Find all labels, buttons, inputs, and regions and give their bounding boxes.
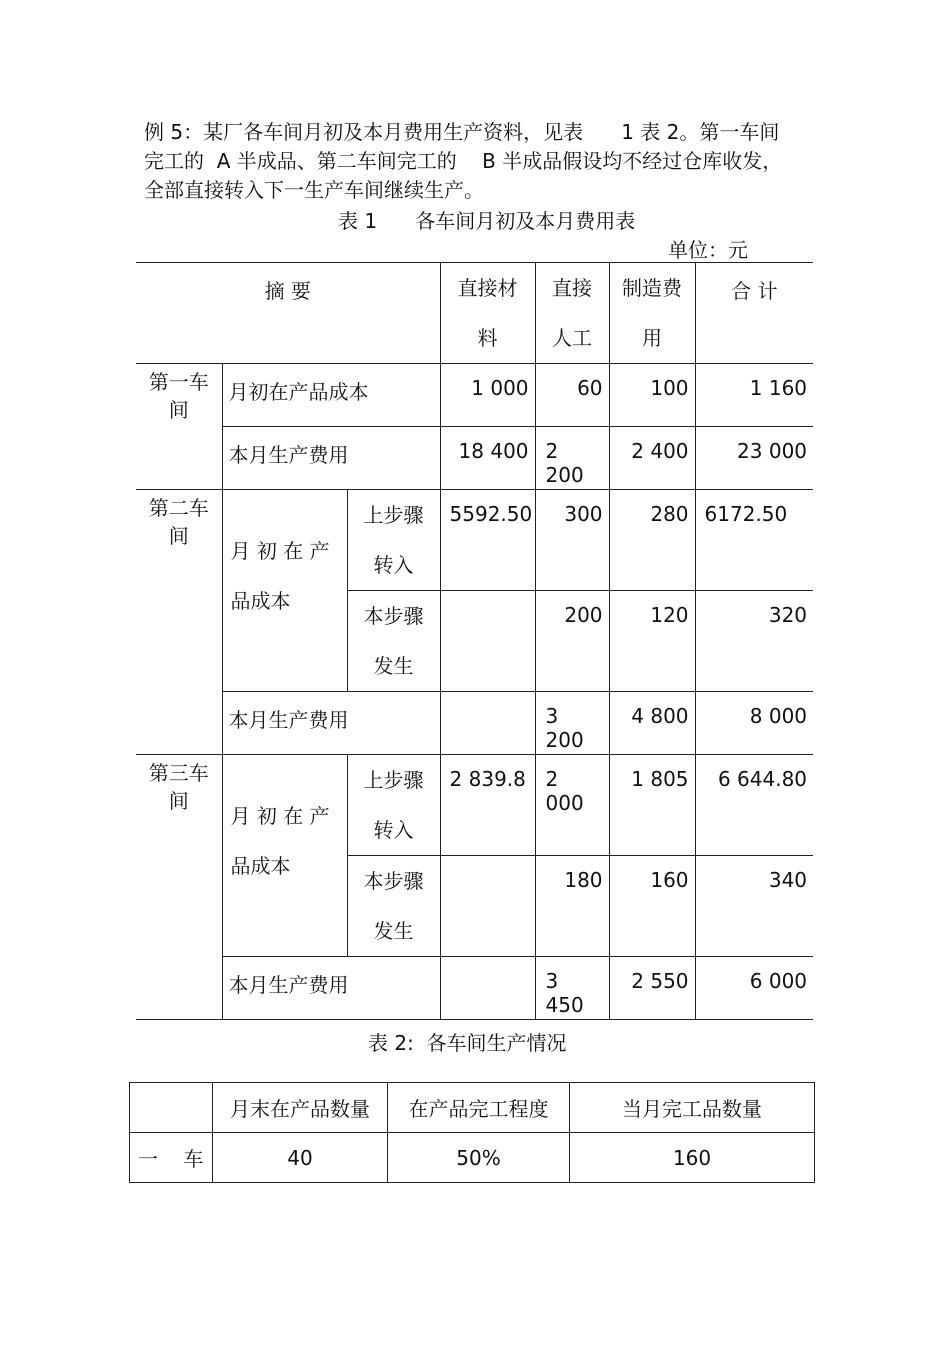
intro-line: 全部直接转入下一生产车间继续生产。 <box>144 178 484 202</box>
step-label-cont: 发生 <box>373 919 414 943</box>
cell-labor: 300 <box>535 490 609 591</box>
workshop-1-name: 第一车间 <box>136 364 222 490</box>
row-label: 月初在产品成本 <box>222 364 440 427</box>
cell-material <box>440 957 535 1020</box>
step-label: 上步骤 <box>363 503 424 527</box>
opening-label-line: 品成本 <box>230 589 291 613</box>
cell-completion: 50% <box>388 1133 570 1183</box>
header-overhead: 制造费 <box>622 276 683 300</box>
intro-paragraph <box>144 118 814 205</box>
cell-overhead: 120 <box>609 591 695 692</box>
cell-total: 6 000 <box>695 957 813 1020</box>
workshop-2-name: 第二车间 <box>136 490 222 755</box>
header-material-cont: 料 <box>477 326 498 350</box>
cell-wip-qty: 40 <box>213 1133 388 1183</box>
cell-total: 8 000 <box>695 692 813 755</box>
table-row <box>136 957 813 1020</box>
table-row <box>136 427 813 490</box>
cell-labor: 180 <box>535 856 609 957</box>
production-table <box>129 1082 815 1183</box>
header-summary: 摘 要 <box>264 279 311 303</box>
cell-labor: 2 200 <box>535 427 609 490</box>
cell-total: 1 160 <box>695 364 813 427</box>
cell-overhead: 1 805 <box>609 755 695 856</box>
header-wip-qty: 月末在产品数量 <box>213 1083 388 1133</box>
step-label: 本步骤 <box>363 604 424 628</box>
cell-finished-qty: 160 <box>570 1133 815 1183</box>
cost-table <box>136 262 813 1020</box>
cell-labor: 2 000 <box>535 755 609 856</box>
cell-material <box>440 856 535 957</box>
cell-total: 6172.50 <box>695 490 813 591</box>
header-labor-cont: 人工 <box>552 326 593 350</box>
table2-title: 表 2: 各车间生产情况 <box>368 1031 567 1055</box>
row-label: 本月生产费用 <box>222 692 440 755</box>
cell-overhead: 160 <box>609 856 695 957</box>
header-finished-qty: 当月完工品数量 <box>570 1083 815 1133</box>
cell-total: 340 <box>695 856 813 957</box>
cell-labor: 60 <box>535 364 609 427</box>
cell-labor: 3 450 <box>535 957 609 1020</box>
header-blank <box>130 1083 213 1133</box>
opening-label <box>223 490 347 626</box>
row-label: 本月生产费用 <box>222 427 440 490</box>
cell-total: 23 000 <box>695 427 813 490</box>
step-label-cont: 发生 <box>373 654 414 678</box>
opening-label <box>223 755 347 891</box>
cell-material <box>440 591 535 692</box>
header-labor: 直接 <box>552 276 593 300</box>
cell-material: 5592.50 <box>440 490 535 591</box>
cell-overhead: 4 800 <box>609 692 695 755</box>
step-label: 上步骤 <box>363 768 424 792</box>
table-header-row <box>130 1083 815 1133</box>
cell-overhead: 100 <box>609 364 695 427</box>
cell-overhead: 280 <box>609 490 695 591</box>
header-total: 合 计 <box>731 279 778 303</box>
step-label-cont: 转入 <box>373 553 414 577</box>
header-material: 直接材 <box>457 276 518 300</box>
cell-overhead: 2 400 <box>609 427 695 490</box>
table-row <box>136 364 813 427</box>
row-workshop: 一 车 <box>130 1133 213 1183</box>
cell-total: 6 644.80 <box>695 755 813 856</box>
step-label: 本步骤 <box>363 869 424 893</box>
cell-overhead: 2 550 <box>609 957 695 1020</box>
table-header-row <box>136 263 813 364</box>
intro-line: 例 5：某厂各车间月初及本月费用生产资料，见表 1 表 2。第一车间 <box>144 120 780 144</box>
opening-label-line: 月 初 在 产 <box>230 804 330 828</box>
cell-labor: 3 200 <box>535 692 609 755</box>
opening-label-line: 月 初 在 产 <box>230 539 330 563</box>
workshop-3-name: 第三车间 <box>136 755 222 1020</box>
cell-material: 18 400 <box>440 427 535 490</box>
table-row <box>130 1133 815 1183</box>
table1-unit: 单位：元 <box>668 238 748 262</box>
cell-labor: 200 <box>535 591 609 692</box>
table-row <box>136 692 813 755</box>
cell-total: 320 <box>695 591 813 692</box>
table1-title: 表 1 各车间月初及本月费用表 <box>338 209 636 233</box>
cell-material: 2 839.8 <box>440 755 535 856</box>
opening-label-line: 品成本 <box>230 854 291 878</box>
header-overhead-cont: 用 <box>642 326 663 350</box>
cell-material <box>440 692 535 755</box>
row-label: 本月生产费用 <box>222 957 440 1020</box>
intro-line: 完工的 A 半成品、第二车间完工的 B 半成品假设均不经过仓库收发， <box>144 149 783 173</box>
cell-material: 1 000 <box>440 364 535 427</box>
header-completion: 在产品完工程度 <box>388 1083 570 1133</box>
step-label-cont: 转入 <box>373 818 414 842</box>
